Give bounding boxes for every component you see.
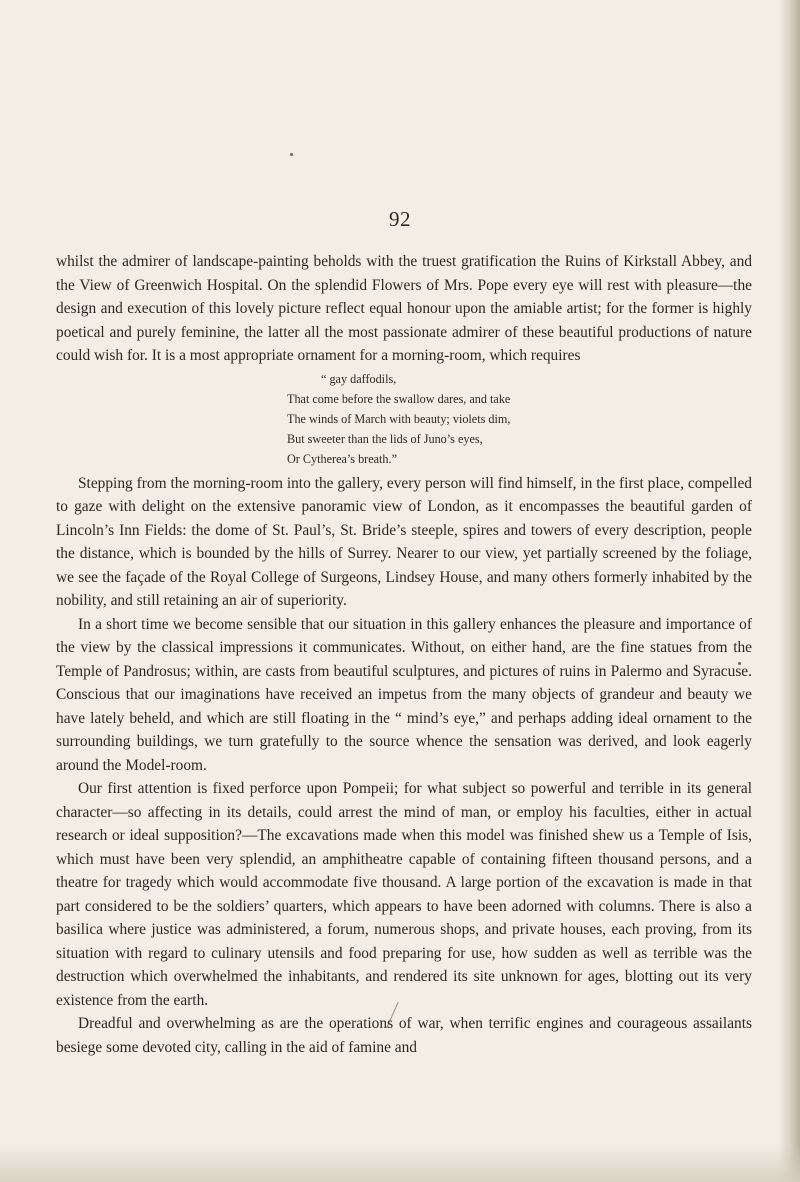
page-bottom-shade <box>0 1144 800 1182</box>
verse-quotation <box>287 369 752 469</box>
paragraph-war: Dreadful and overwhelming as are the operations of war, when terrific engines and courageous assailants besiege some devoted city, calling in the aid of famine and <box>56 1015 752 1056</box>
page-edge-shadow <box>778 0 800 1182</box>
ink-speck <box>290 153 293 156</box>
paragraph-pompeii: Our first attention is fixed perforce upon Pompeii; for what subject so powerful and terrible in its general character—so affecting in its details, could arrest the mind of man, or employ his faculties, either in actual research or ideal supposition?—The excavations made when this model was finished shew us a Temple of Isis, which must have been very splendid, an amphitheatre capable of containing fifteen thousand persons, and a theatre for tragedy which would accommodate five thousand. A large portion of the excavation is made in that part considered to be the soldiers’ quarters, which appears to have been adorned with columns. There is also a basilica where justice was administered, a forum, numerous shops, and private houses, each proving, from its situation with regard to culinary utensils and food preparing for use, how sudden as well as terrible was the destruction which overwhelmed the inhabitants, and rendered its site unknown for ages, blotting out its very existence from the earth. <box>56 780 752 1009</box>
verse-line: Or Cytherea’s breath.” <box>287 451 397 466</box>
verse-line: “ gay daffodils, <box>321 371 397 386</box>
paragraph-gallery: Stepping from the morning-room into the gallery, every person will find himself, in the first place, compelled to gaze with delight on the extensive panoramic view of London, as it encompasses the beautiful garden of Lincoln’s Inn Fields: the dome of St. Paul’s, St. Bride’s steeple, spires and towers of every description, people the distance, which is bounded by the hills of Surrey. Nearer to our view, yet partially screened by the foliage, we see the façade of the Royal College of Surgeons, Lindsey House, and many others formerly inhabited by the nobility, and still retaining an air of superiority. <box>56 474 752 609</box>
verse-line: That come before the swallow dares, and take <box>287 391 511 406</box>
body-text <box>56 250 752 1059</box>
paragraph-intro: whilst the admirer of landscape-painting beholds with the truest gratification the Ruins of Kirkstall Abbey, and the View of Greenwich Hospital. On the splendid Flowers of Mrs. Pope every eye will rest with pleasure—the design and execution of this lovely picture reflect equal honour upon the amiable artist; for the former is highly poetical and purely feminine, the latter all the most passionate admirer of these beautiful productions of nature could wish for. It is a most appropriate ornament for a morning-room, which requires <box>56 253 752 364</box>
verse-line: But sweeter than the lids of Juno’s eyes, <box>287 431 483 446</box>
paragraph-view: In a short time we become sensible that our situation in this gallery enhances the pleasure and importance of the view by the classical impressions it communicates. Without, on either hand, are the fine statues from the Temple of Pandrosus; within, are casts from beautiful sculptures, and pictures of ruins in Palermo and Syracuse. Conscious that our imaginations have received an impetus from the many objects of grandeur and beauty we have lately beheld, and which are still floating in the “ mind’s eye,” and perhaps adding ideal ornament to the surrounding buildings, we turn gratefully to the source whence the sensation was derived, and look eagerly around the Model-room. <box>56 615 752 774</box>
verse-line: The winds of March with beauty; violets dim, <box>287 411 511 426</box>
page-number: 92 <box>389 207 411 231</box>
